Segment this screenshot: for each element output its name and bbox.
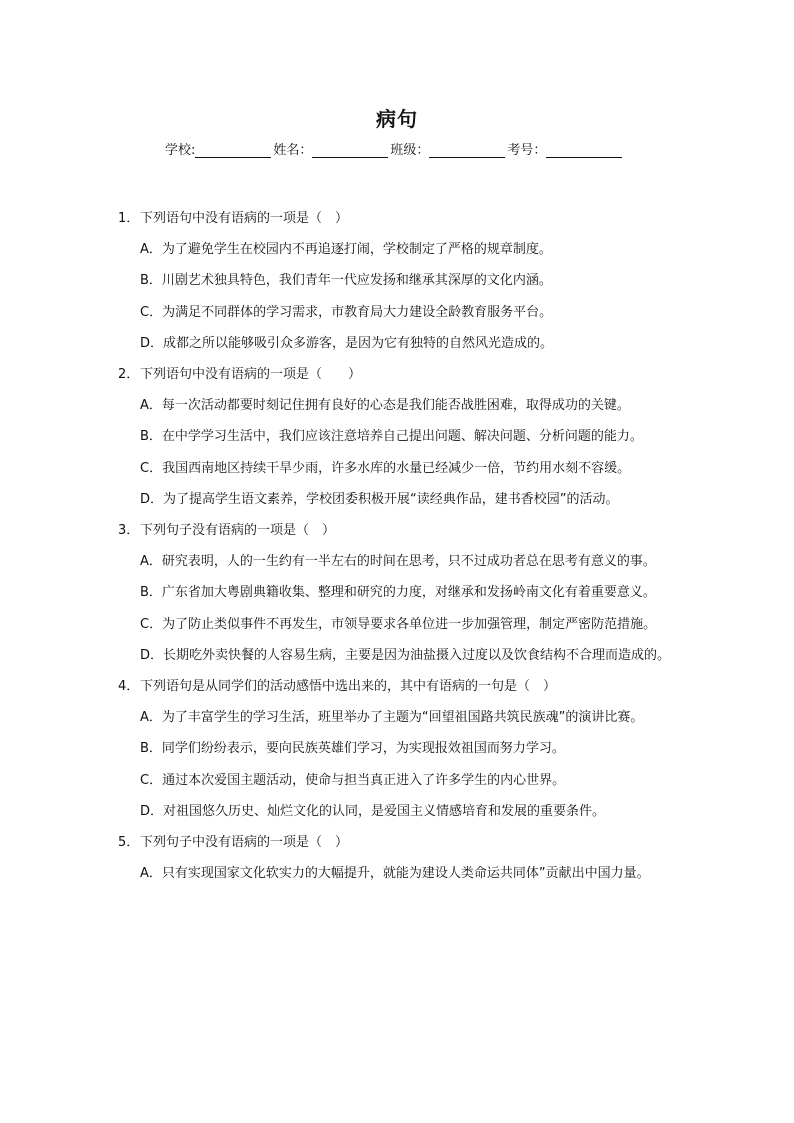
question-number: 2． [118,367,140,382]
question-number: 5． [118,835,140,850]
question-3 [118,515,693,671]
option-c: C．我国西南地区持续干旱少雨，许多水库的水量已经减少一倍，节约用水刻不容缓。 [140,460,631,476]
question-stem [118,203,693,234]
option-b: B．在中学学习生活中，我们应该注意培养自己提出问题、解决问题、分析问题的能力。 [140,429,643,445]
question-1 [118,203,693,359]
option-d: D．为了提高学生语文素养，学校团委积极开展“读经典作品，建书香校园”的活动。 [140,491,619,507]
option-a: A．为了避免学生在校园内不再追逐打闹，学校制定了严格的规章制度。 [140,242,552,258]
question-stem [118,827,693,858]
option-b: B．川剧艺术独具特色，我们青年一代应发扬和继承其深厚的文化内涵。 [140,273,552,289]
option-b: B．同学们纷纷表示，要向民族英雄们学习，为实现报效祖国而努力学习。 [140,741,565,757]
class-label: 班级： [390,143,430,158]
question-number: 3． [118,523,140,538]
name-blank[interactable] [312,143,388,158]
option-a: A．研究表明，人的一生约有一半左右的时间在思考，只不过成功者总在思考有意义的事。 [140,554,656,570]
question-text: 下列语句中没有语病的一项是（ ） [140,367,362,382]
question-text: 下列句子没有语病的一项是（ ） [140,523,336,538]
option-d: D．对祖国悠久历史、灿烂文化的认同，是爱国主义情感培育和发展的重要条件。 [140,803,606,819]
question-list [118,203,693,889]
option-c: C．通过本次爱国主题活动，使命与担当真正进入了许多学生的内心世界。 [140,772,566,788]
question-stem [118,359,693,390]
option-c: C．为满足不同群体的学习需求，市教育局大力建设全龄教育服务平台。 [140,304,553,320]
question-stem [118,515,693,546]
question-text: 下列语句中没有语病的一项是（ ） [140,211,349,226]
name-label: 姓名： [273,143,313,158]
option-c: C．为了防止类似事件不再发生，市领导要求各单位进一步加强管理，制定严密防范措施。 [140,616,657,632]
question-5 [118,827,693,889]
class-blank[interactable] [429,143,505,158]
exam-number-blank[interactable] [546,143,622,158]
question-text: 下列句子中没有语病的一项是（ ） [140,835,349,850]
question-4 [118,671,693,827]
question-number: 4． [118,679,140,694]
student-info-line [165,139,624,158]
exam-number-label: 考号： [507,143,547,158]
page-title: 病句 [376,107,418,131]
option-d: D．成都之所以能够吸引众多游客，是因为它有独特的自然风光造成的。 [140,335,554,351]
option-d: D．长期吃外卖快餐的人容易生病，主要是因为油盐摄入过度以及饮食结构不合理而造成的。 [140,647,671,663]
option-a: A．为了丰富学生的学习生活，班里举办了主题为“回望祖国路共筑民族魂”的演讲比赛。 [140,710,644,726]
school-label: 学校: [165,143,196,158]
option-a: A．每一次活动都要时刻记住拥有良好的心态是我们能否战胜困难，取得成功的关键。 [140,398,630,414]
school-blank[interactable] [195,143,271,158]
question-stem [118,671,693,702]
option-b: B．广东省加大粤剧典籍收集、整理和研究的力度，对继承和发扬岭南文化有着重要意义。 [140,585,656,601]
option-a: A．只有实现国家文化软实力的大幅提升，就能为建设人类命运共同体”贡献出中国力量。 [140,866,650,882]
question-text: 下列语句是从同学们的活动感悟中选出来的，其中有语病的一句是（ ） [140,679,557,694]
question-2 [118,359,693,515]
question-number: 1． [118,211,140,226]
